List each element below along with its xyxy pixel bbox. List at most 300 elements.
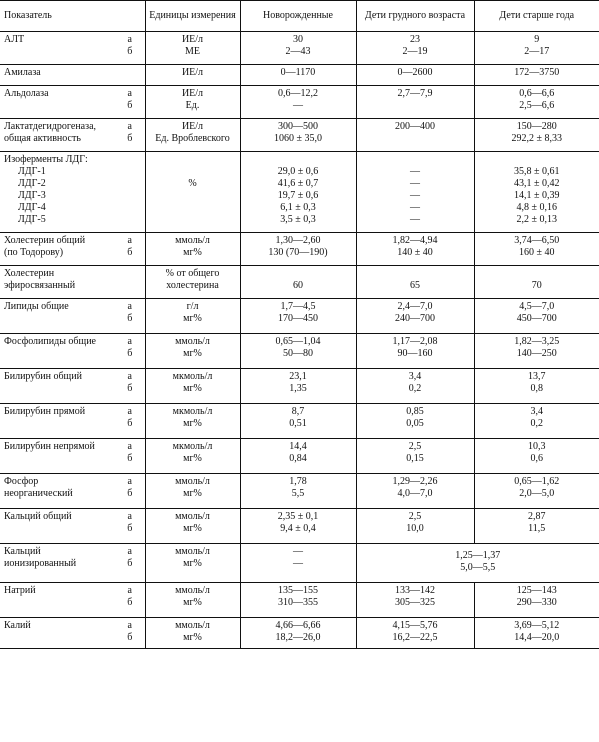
older-value-line: 292,2 ± 8,33: [511, 133, 562, 144]
header-row: [0, 1, 599, 32]
unit-cell: [145, 32, 240, 65]
infant-value-line: 90—160: [397, 348, 433, 359]
indicator-name: [0, 266, 115, 299]
infant-value: [356, 404, 474, 439]
infant-value: [356, 474, 474, 509]
unit-cell-line: Ед.: [185, 100, 200, 111]
indicator-name: [0, 233, 115, 266]
unit-cell: [145, 65, 240, 86]
indicator-mark-line: [117, 268, 143, 280]
unit-cell: [145, 618, 240, 649]
older-value-line: 290—330: [516, 597, 557, 608]
newborn-value: [240, 32, 356, 65]
unit-cell-line: %: [188, 178, 197, 189]
infant-value-line: —: [410, 166, 420, 177]
unit-cell-line: мг%: [183, 597, 202, 608]
older-value-line: 13,7: [528, 371, 546, 382]
indicator-mark-line: б: [127, 597, 133, 608]
infant-value: [356, 439, 474, 474]
older-value-line: 4,8 ± 0,16: [516, 202, 557, 213]
older-value-line: 450—700: [516, 313, 557, 324]
unit-cell-line: мг%: [183, 453, 202, 464]
table-row: [0, 583, 599, 618]
table-row: [0, 618, 599, 649]
newborn-value-line: 19,7 ± 0,6: [277, 190, 319, 201]
indicator-name-line: Кальций общий: [4, 511, 72, 522]
unit-cell: [145, 404, 240, 439]
unit-cell-line: мг%: [183, 523, 202, 534]
older-value-line: 140—250: [516, 348, 557, 359]
indicator-name: [0, 334, 115, 369]
header-infants: Дети грудного возраста: [356, 1, 474, 32]
indicator-name-line: Натрий: [4, 585, 36, 596]
indicator-mark: [115, 299, 145, 334]
unit-cell-line: мг%: [183, 313, 202, 324]
indicator-name: [0, 119, 115, 152]
newborn-value: [240, 119, 356, 152]
newborn-value-line: 9,4 ± 0,4: [280, 523, 316, 534]
newborn-value: [240, 509, 356, 544]
older-value: [474, 65, 599, 86]
newborn-value-line: 5,5: [291, 488, 305, 499]
unit-cell: [145, 583, 240, 618]
table-row: [0, 65, 599, 86]
infant-value-line: 305—325: [395, 597, 435, 608]
indicator-mark: [115, 369, 145, 404]
newborn-value-line: —: [293, 546, 303, 557]
indicator-name: [0, 474, 115, 509]
indicator-mark-line: а: [127, 371, 132, 382]
infant-value-line: 4,0—7,0: [397, 488, 433, 499]
indicator-name-line: ЛДГ-4: [18, 202, 46, 213]
older-value: [474, 119, 599, 152]
infant-value-line: 3,4: [408, 371, 422, 382]
table-row: [0, 544, 599, 583]
unit-cell-line: ИЕ/л: [181, 67, 204, 78]
older-value-line: 70: [531, 280, 542, 291]
table-row: [0, 152, 599, 233]
indicator-mark-line: б: [127, 488, 133, 499]
older-value-line: 2,0—5,0: [519, 488, 555, 499]
older-value: [474, 404, 599, 439]
indicator-mark: [115, 266, 145, 299]
indicator-mark-line: а: [127, 511, 132, 522]
newborn-value-line: 0,84: [289, 453, 307, 464]
newborn-value: [240, 369, 356, 404]
newborn-value-line: 23,1: [289, 371, 307, 382]
unit-cell-line: ммоль/л: [175, 511, 210, 522]
indicator-name-line: эфиросвязанный: [4, 280, 76, 291]
indicator-name: [0, 544, 115, 583]
unit-cell-line: ИЕ/л: [181, 121, 204, 132]
unit-cell: [145, 334, 240, 369]
indicator-mark-line: а: [127, 546, 132, 557]
indicator-mark-line: а: [127, 620, 132, 631]
unit-cell-line: мг%: [183, 418, 202, 429]
newborn-value-line: 0,65—1,04: [275, 336, 321, 347]
unit-cell: [145, 544, 240, 583]
unit-cell-line: ммоль/л: [175, 235, 210, 246]
newborn-value: [240, 266, 356, 299]
indicator-mark: [115, 334, 145, 369]
table-row: [0, 119, 599, 152]
older-value: [474, 509, 599, 544]
indicator-name: [0, 439, 115, 474]
newborn-value-line: 41,6 ± 0,7: [277, 178, 319, 189]
indicator-mark-line: а: [127, 121, 132, 132]
table-row: [0, 32, 599, 65]
infant-value: [356, 65, 474, 86]
newborn-value-line: 300—500: [278, 121, 318, 132]
indicator-mark-line: б: [127, 348, 133, 359]
infant-value-line: 2—19: [402, 46, 428, 57]
table-row: [0, 369, 599, 404]
newborn-value: [240, 544, 356, 583]
infant-value-line: 140 ± 40: [397, 247, 433, 258]
infant-value: [356, 509, 474, 544]
newborn-value: [240, 334, 356, 369]
infant-value-line: [359, 268, 472, 280]
older-value-line: 172—3750: [514, 67, 560, 78]
older-value-line: 0,2: [530, 418, 543, 429]
unit-cell-line: [148, 154, 238, 166]
unit-cell: [145, 233, 240, 266]
older-value: [474, 474, 599, 509]
infant-value-line: —: [410, 178, 420, 189]
header-mark: [115, 1, 145, 32]
indicator-mark: [115, 86, 145, 119]
unit-cell-line: МЕ: [185, 46, 200, 57]
indicator-mark-line: б: [127, 453, 133, 464]
indicator-name-line: Билирубин общий: [4, 371, 82, 382]
infant-value-line: 0,15: [406, 453, 424, 464]
indicator-mark: [115, 119, 145, 152]
indicator-name: [0, 404, 115, 439]
infant-value-line: 1,29—2,26: [392, 476, 438, 487]
newborn-value: [240, 65, 356, 86]
older-value-line: 2,2 ± 0,13: [516, 214, 557, 225]
unit-cell: [145, 299, 240, 334]
unit-cell-line: ммоль/л: [175, 476, 210, 487]
newborn-value: [240, 404, 356, 439]
older-value-line: 0,65—1,62: [514, 476, 560, 487]
older-value-line: 0,6: [530, 453, 543, 464]
indicator-name-line: Альдолаза: [4, 88, 49, 99]
older-value-line: 14,4—20,0: [514, 632, 560, 643]
indicator-mark-line: а: [127, 585, 132, 596]
infant-value-line: 23: [410, 34, 420, 45]
indicator-mark: [115, 544, 145, 583]
newborn-value: [240, 474, 356, 509]
older-value-line: 2,87: [528, 511, 546, 522]
infant-value: [356, 618, 474, 649]
indicator-mark: [115, 583, 145, 618]
older-value-line: 3,74—6,50: [514, 235, 560, 246]
newborn-value-line: 1,7—4,5: [280, 301, 316, 312]
unit-cell-line: ммоль/л: [175, 546, 210, 557]
indicator-mark-line: а: [127, 301, 132, 312]
newborn-value-line: 130 (70—190): [268, 247, 328, 258]
infant-value-line: —: [410, 214, 420, 225]
newborn-value-line: 310—355: [278, 597, 318, 608]
table-row: [0, 439, 599, 474]
indicator-mark-line: б: [127, 383, 133, 394]
older-value-line: [477, 268, 598, 280]
indicator-mark-line: [117, 154, 143, 166]
infant-value-line: 0,85: [406, 406, 424, 417]
older-value-line: 160 ± 40: [519, 247, 555, 258]
indicator-name-line: Калий: [4, 620, 31, 631]
indicator-name-line: Изоферменты ЛДГ:: [4, 154, 88, 165]
table-row: [0, 404, 599, 439]
newborn-value: [240, 439, 356, 474]
unit-cell-line: ИЕ/л: [181, 88, 204, 99]
older-value: [474, 369, 599, 404]
older-value-line: 11,5: [528, 523, 546, 534]
indicator-mark-line: б: [127, 247, 133, 258]
indicator-mark-line: а: [127, 406, 132, 417]
unit-cell-line: ммоль/л: [175, 585, 210, 596]
infant-value-line: —: [410, 190, 420, 201]
indicator-name-line: ионизированный: [4, 558, 77, 569]
newborn-value-line: —: [293, 558, 303, 569]
indicator-mark-line: а: [127, 235, 132, 246]
unit-cell-line: [148, 202, 238, 214]
older-value-line: 3,4: [530, 406, 543, 417]
indicator-name: [0, 152, 115, 233]
indicator-name-line: (по Тодорову): [4, 247, 64, 258]
infant-value-line: 4,15—5,76: [392, 620, 438, 631]
newborn-value-line: 0,6—12,2: [278, 88, 318, 99]
infant-value-line: 0—2600: [397, 67, 433, 78]
indicator-mark: [115, 509, 145, 544]
unit-cell: [145, 509, 240, 544]
newborn-value-line: 8,7: [291, 406, 305, 417]
indicator-name-line: Билирубин прямой: [4, 406, 86, 417]
infant-value-line: [359, 100, 472, 112]
older-value-line: 1,82—3,25: [514, 336, 560, 347]
header-newborn: Новорожденные: [240, 1, 356, 32]
unit-cell: [145, 369, 240, 404]
indicator-name-line: ЛДГ-2: [18, 178, 46, 189]
indicator-mark: [115, 404, 145, 439]
indicator-mark-line: а: [127, 34, 132, 45]
indicator-mark-line: б: [127, 418, 133, 429]
unit-cell-line: мг%: [183, 247, 202, 258]
indicator-mark-line: а: [127, 88, 132, 99]
table-row: [0, 266, 599, 299]
infant-value-line: [359, 154, 472, 166]
unit-cell-line: мкмоль/л: [172, 371, 213, 382]
infant-value: [356, 369, 474, 404]
newborn-value: [240, 618, 356, 649]
indicator-name-line: Холестерин общий: [4, 235, 86, 246]
indicator-mark-line: б: [127, 46, 133, 57]
newborn-value-line: 0,51: [289, 418, 307, 429]
older-value: [474, 583, 599, 618]
infant-value: [356, 334, 474, 369]
newborn-value-line: 50—80: [283, 348, 313, 359]
merged-value-line: 5,0—5,5: [460, 562, 496, 573]
older-value-line: [477, 154, 598, 166]
indicator-mark-line: б: [127, 100, 133, 111]
indicator-mark: [115, 439, 145, 474]
unit-cell-line: Ед. Вроблевского: [155, 133, 230, 144]
infant-value: [356, 32, 474, 65]
newborn-value-line: [243, 154, 354, 166]
newborn-value-line: 0—1170: [280, 67, 316, 78]
unit-cell-line: мг%: [183, 558, 202, 569]
indicator-mark: [115, 618, 145, 649]
indicator-name: [0, 65, 115, 86]
newborn-value-line: 18,2—26,0: [275, 632, 321, 643]
unit-cell-line: ммоль/л: [175, 336, 210, 347]
indicator-mark-line: б: [127, 133, 133, 144]
older-value-line: 10,3: [528, 441, 546, 452]
newborn-value: [240, 299, 356, 334]
older-value-line: 3,69—5,12: [514, 620, 560, 631]
indicator-name-line: Фосфор: [4, 476, 39, 487]
newborn-value-line: 1,35: [289, 383, 307, 394]
header-older: Дети старше года: [474, 1, 599, 32]
unit-cell: [145, 86, 240, 119]
infant-value-line: 2,7—7,9: [397, 88, 433, 99]
infant-value-line: 0,05: [406, 418, 424, 429]
unit-cell-line: мг%: [183, 348, 202, 359]
indicator-mark: [115, 32, 145, 65]
unit-cell-line: мг%: [183, 632, 202, 643]
indicator-mark-line: а: [127, 441, 132, 452]
table-row: [0, 86, 599, 119]
newborn-value-line: 1,78: [289, 476, 307, 487]
newborn-value-line: 4,66—6,66: [275, 620, 321, 631]
infant-value-line: 133—142: [395, 585, 435, 596]
newborn-value-line: 60: [293, 280, 303, 291]
newborn-value: [240, 86, 356, 119]
older-value-line: 43,1 ± 0,42: [514, 178, 560, 189]
unit-cell-line: мкмоль/л: [172, 406, 213, 417]
older-value-line: 9: [534, 34, 540, 45]
newborn-value-line: 14,4: [289, 441, 307, 452]
older-value: [474, 266, 599, 299]
indicator-mark-line: б: [127, 558, 133, 569]
older-value-line: 4,5—7,0: [519, 301, 555, 312]
merged-value-line: 1,25—1,37: [455, 550, 501, 561]
indicator-name-line: неорганический: [4, 488, 73, 499]
table-row: [0, 233, 599, 266]
newborn-value-line: 2,35 ± 0,1: [277, 511, 319, 522]
indicator-name: [0, 618, 115, 649]
newborn-value-line: —: [293, 100, 303, 111]
older-value-line: 125—143: [516, 585, 557, 596]
indicator-name-line: общая активность: [4, 133, 81, 144]
older-value: [474, 299, 599, 334]
unit-cell-line: [148, 166, 238, 178]
indicator-mark-line: [117, 67, 143, 79]
indicator-name-line: Холестерин: [4, 268, 55, 279]
infant-value-line: 240—700: [395, 313, 435, 324]
indicator-mark: [115, 474, 145, 509]
indicator-mark-line: а: [127, 336, 132, 347]
unit-cell-line: холестерина: [166, 280, 219, 291]
older-value-line: 150—280: [516, 121, 557, 132]
indicator-name: [0, 299, 115, 334]
older-value: [474, 618, 599, 649]
infant-value-line: 2,4—7,0: [397, 301, 433, 312]
unit-cell: [145, 119, 240, 152]
unit-cell-line: г/л: [186, 301, 199, 312]
unit-cell-line: [148, 190, 238, 202]
newborn-value: [240, 152, 356, 233]
indicator-name-line: Амилаза: [4, 67, 41, 78]
unit-cell-line: мкмоль/л: [172, 441, 213, 452]
older-value-line: 0,6—6,6: [519, 88, 555, 99]
infant-value-line: 65: [410, 280, 420, 291]
unit-cell-line: мг%: [183, 383, 202, 394]
indicator-mark: [115, 65, 145, 86]
infant-value-line: 1,17—2,08: [392, 336, 438, 347]
infant-value: [356, 233, 474, 266]
older-value-line: 2—17: [524, 46, 550, 57]
infant-value: [356, 266, 474, 299]
unit-cell-line: % от общего: [165, 268, 220, 279]
unit-cell: [145, 474, 240, 509]
infant-value-line: 2,5: [408, 511, 422, 522]
older-value-line: 35,8 ± 0,61: [514, 166, 560, 177]
table-row: [0, 509, 599, 544]
merged-value: [356, 544, 599, 583]
unit-cell-line: ммоль/л: [175, 620, 210, 631]
older-value: [474, 334, 599, 369]
indicator-name-line: АЛТ: [4, 34, 25, 45]
indicator-name-line: Кальций: [4, 546, 41, 557]
older-value: [474, 86, 599, 119]
indicator-name-line: Лактатдегидрогеназа,: [4, 121, 97, 132]
table-row: [0, 299, 599, 334]
infant-value-line: —: [410, 202, 420, 213]
indicator-name-line: ЛДГ-1: [18, 166, 46, 177]
newborn-value-line: 135—155: [278, 585, 318, 596]
table-row: [0, 334, 599, 369]
older-value-line: 0,8: [530, 383, 543, 394]
older-value: [474, 32, 599, 65]
infant-value-line: 16,2—22,5: [392, 632, 438, 643]
indicator-name: [0, 369, 115, 404]
older-value-line: 2,5—6,6: [519, 100, 555, 111]
older-value: [474, 439, 599, 474]
indicator-name-line: ЛДГ-5: [18, 214, 46, 225]
indicator-mark-line: а: [127, 476, 132, 487]
infant-value-line: 10,0: [406, 523, 424, 534]
unit-cell: [145, 266, 240, 299]
unit-cell-line: мг%: [183, 488, 202, 499]
infant-value: [356, 119, 474, 152]
older-value: [474, 233, 599, 266]
indicator-mark: [115, 152, 145, 233]
indicator-name-line: Липиды общие: [4, 301, 69, 312]
indicator-mark-line: б: [127, 523, 133, 534]
infant-value-line: 1,82—4,94: [392, 235, 438, 246]
infant-value: [356, 86, 474, 119]
unit-cell-line: ИЕ/л: [181, 34, 204, 45]
infant-value-line: 0,2: [408, 383, 422, 394]
infant-value: [356, 299, 474, 334]
infant-value-line: [359, 133, 472, 145]
unit-cell: [145, 439, 240, 474]
header-indicator: Показатель: [0, 1, 115, 32]
newborn-value-line: [243, 268, 354, 280]
indicator-name: [0, 509, 115, 544]
